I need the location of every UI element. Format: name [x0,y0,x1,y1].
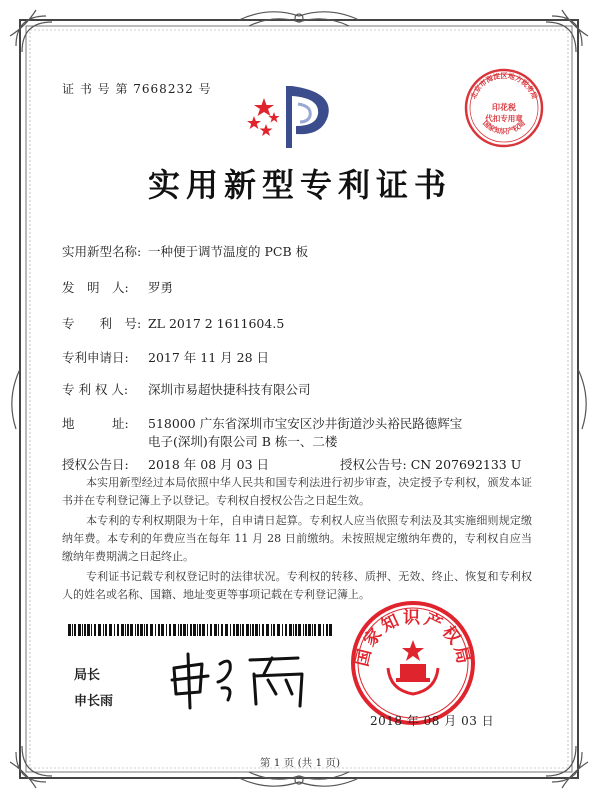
certificate-number-suffix: 号 [198,82,212,96]
svg-text:国家知识产权局 [352,608,473,668]
tax-stamp [462,66,546,150]
field-filing-date [62,348,269,366]
address-line2: 电子(深圳)有限公司 B 栋一、二楼 [148,434,338,449]
address-label: 地 址: [62,416,129,431]
field-patent-number [62,314,284,332]
page-number: 第 1 页 (共 1 页) [259,757,341,769]
field-publication-number [340,455,521,473]
barcode [68,624,334,636]
inventor-value: 罗勇 [148,280,174,295]
paragraph-grant-decision: 本实用新型经过本局依照中华人民共和国专利法进行初步审查，决定授予专利权，颁发本证书并在专利登记簿上予以登记。专利权自授权公告之日起生效。 [62,476,532,507]
field-utility-model-name [62,242,308,260]
patentee-label: 专 利 权 人: [62,382,129,397]
field-inventor [62,278,173,296]
address-line1: 518000 广东省深圳市宝安区沙井街道沙头裕民路德辉宝 [148,416,463,431]
director-name: 申长雨 [74,694,114,709]
svg-text:北京市海淀区地方税务局 [469,71,539,100]
grant-date-value: 2018 年 08 月 03 日 [148,457,269,472]
utility-model-name-value: 一种便于调节温度的 PCB 板 [148,244,309,259]
patentee-value: 深圳市易超快捷科技有限公司 [148,382,311,397]
director-title: 局长 [74,668,101,683]
publication-number-label: 授权公告号: [340,457,407,472]
field-patentee [62,380,311,398]
tax-stamp-ring-text: 北京市海淀区地方税务局 [469,72,539,101]
cnipa-official-seal [348,598,478,728]
paragraph-legal-status: 专利证书记载专利权登记时的法律状况。专利权的转移、质押、无效、终止、恢复和专利权人的姓名或名称、国籍、地址变更等事项记载在专利登记簿上。 [62,570,532,601]
filing-date-label: 专利申请日: [62,350,129,365]
tax-stamp-line1: 印花税 [492,103,516,112]
director-signature [168,650,318,710]
paragraph-term-and-fees: 本专利的专利权期限为十年，自申请日起算。专利权人应当依照专利法及其实施细则规定缴纳年费。本专利的年费应当在每年 11 月 28 日前缴纳。未按照规定缴纳年费的，专利权自应当缴纳年费期满之日起终止。 [62,514,532,563]
filing-date-value: 2017 年 11 月 28 日 [148,350,269,365]
certificate-title: 实用新型专利证书 [147,166,452,204]
utility-model-name-label: 实用新型名称: [62,244,142,259]
patent-number-label: 专 利 号: [62,316,142,331]
certificate-number [62,80,212,97]
seal-date: 2018 年 08 月 03 日 [370,714,495,728]
tax-stamp-bottom-text: 国家知识产权局 [481,119,527,136]
field-grant-date [62,455,269,473]
certificate-number-label: 证 书 号 第 [62,82,129,96]
grant-date-label: 授权公告日: [62,457,129,472]
cnipa-emblem-icon [242,78,352,150]
tax-stamp-line2: 代扣专用章 [485,114,523,123]
certificate-number-value: 7668232 [133,82,194,96]
patent-number-value: ZL 2017 2 1611604.5 [148,316,285,331]
publication-number-value: CN 207692133 U [410,457,522,472]
inventor-label: 发 明 人: [62,280,129,295]
seal-text: 国家知识产权局 [352,608,474,669]
field-address [62,414,462,432]
